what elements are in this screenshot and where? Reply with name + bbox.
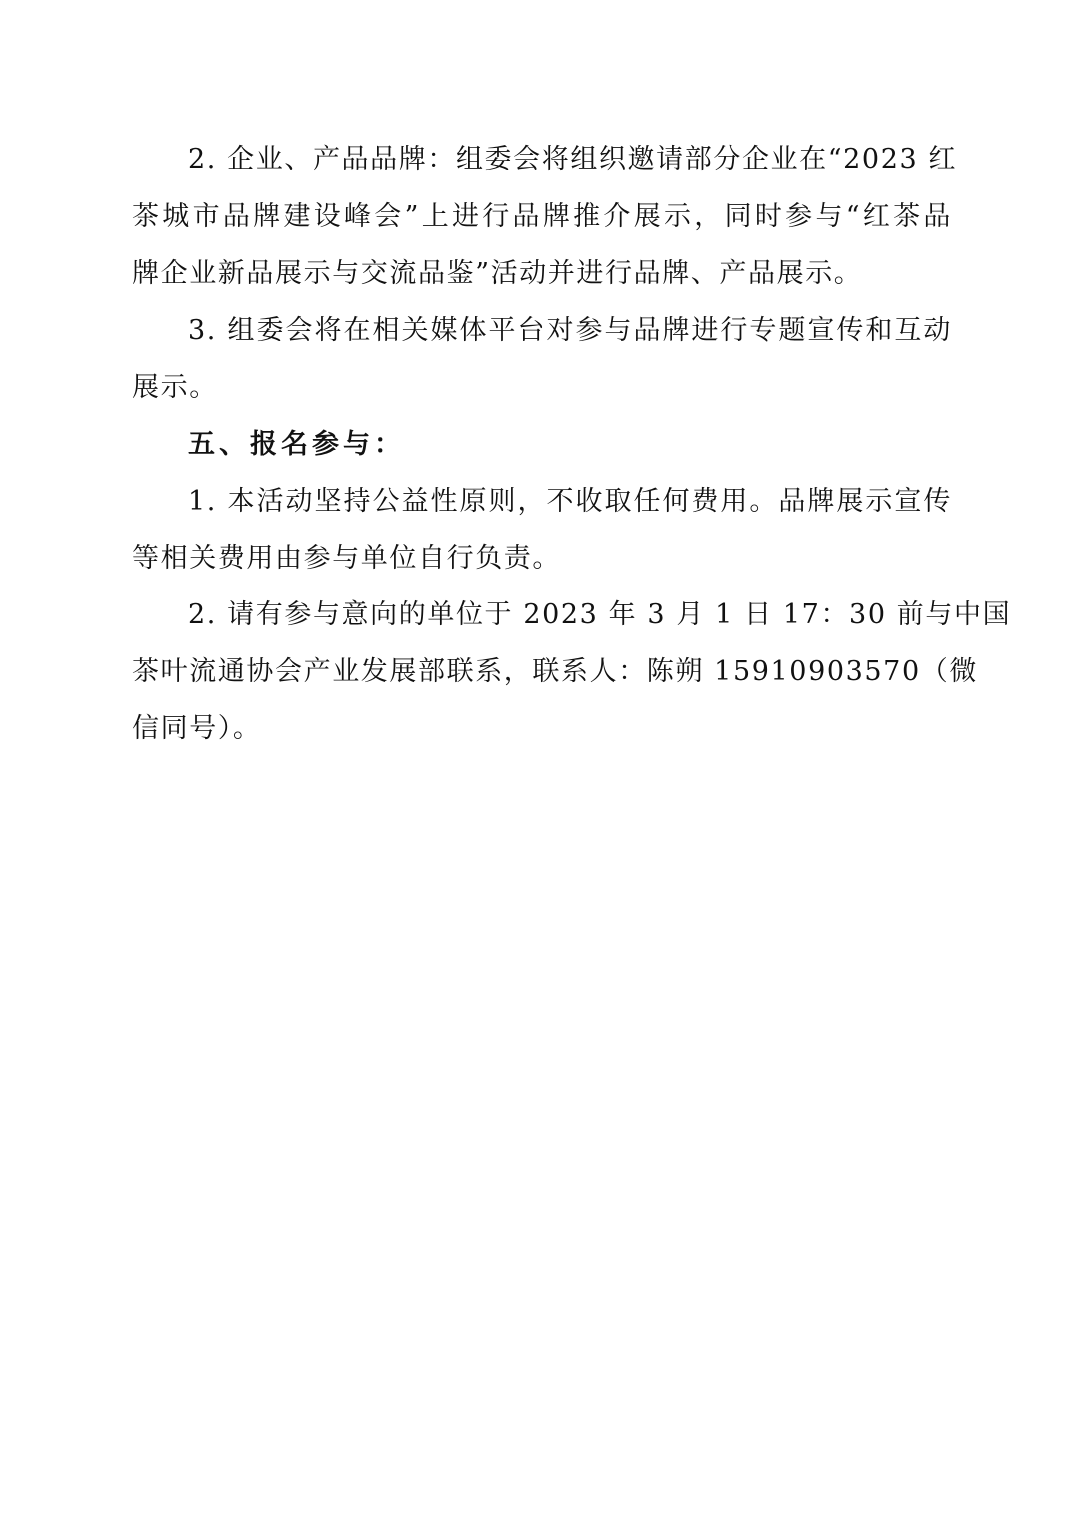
paragraph-media-line-2: 展示。	[132, 372, 218, 403]
paragraph-fee-line-1: 1. 本活动坚持公益性原则，不收取任何费用。品牌展示宣传	[188, 486, 952, 517]
paragraph-contact-line-3: 信同号）。	[132, 713, 262, 744]
paragraph-brand-line-3: 牌企业新品展示与交流品鉴”活动并进行品牌、产品展示。	[132, 258, 863, 289]
paragraph-fee-line-2: 等相关费用由参与单位自行负责。	[132, 543, 561, 574]
paragraph-media-line-1: 3. 组委会将在相关媒体平台对参与品牌进行专题宣传和互动	[188, 315, 952, 346]
section-heading: 五、报名参与：	[188, 429, 405, 460]
paragraph-brand-line-2: 茶城市品牌建设峰会”上进行品牌推介展示，同时参与“红茶品	[132, 201, 952, 232]
paragraph-contact-line-1: 2. 请有参与意向的单位于 2023 年 3 月 1 日 17：30 前与中国	[188, 599, 1012, 630]
paragraph-contact-line-2: 茶叶流通协会产业发展部联系，联系人：陈朔 15910903570（微	[132, 656, 978, 687]
paragraph-brand-line-1: 2. 企业、产品品牌：组委会将组织邀请部分企业在“2023 红	[188, 144, 958, 175]
